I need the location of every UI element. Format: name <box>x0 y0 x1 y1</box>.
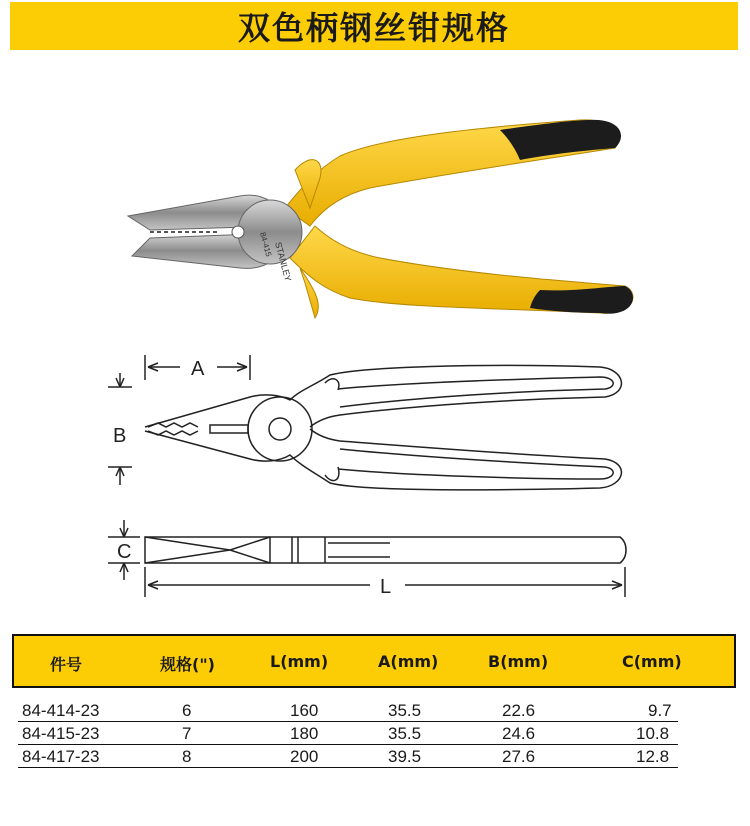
cell-l: 200 <box>290 747 319 766</box>
dim-b-label: B <box>113 425 127 447</box>
cell-size: 7 <box>182 724 192 743</box>
page-title: 双色柄钢丝钳规格 <box>237 9 510 47</box>
cell-b: 24.6 <box>502 724 536 743</box>
technical-drawing <box>100 345 650 605</box>
cell-size: 6 <box>182 701 192 720</box>
header-part-number: 件号 <box>50 655 83 674</box>
spec-table-header <box>12 634 736 688</box>
table-row <box>18 746 678 768</box>
header-size: 规格(") <box>160 655 215 674</box>
model-stamp: 84-415 <box>258 231 274 258</box>
cell-l: 180 <box>290 724 319 743</box>
cell-b: 27.6 <box>502 747 536 766</box>
pliers-photo <box>120 108 640 338</box>
cell-b: 22.6 <box>502 701 536 720</box>
cell-c: 9.7 <box>648 701 672 720</box>
cell-a: 35.5 <box>388 724 422 743</box>
table-row <box>18 700 678 722</box>
cell-a: 39.5 <box>388 747 422 766</box>
drawing-pivot <box>248 397 312 461</box>
dim-c-label: C <box>117 541 132 563</box>
cell-c: 12.8 <box>636 747 670 766</box>
cell-part-number: 84-414-23 <box>22 701 100 720</box>
cell-l: 160 <box>290 701 319 720</box>
header-l: L(mm) <box>270 652 329 671</box>
dim-l-label: L <box>380 576 392 598</box>
drawing-upper-outline <box>145 365 621 427</box>
cell-part-number: 84-415-23 <box>22 724 100 743</box>
cell-a: 35.5 <box>388 701 422 720</box>
drawing-lower-outline <box>145 429 621 490</box>
cell-size: 8 <box>182 747 192 766</box>
brand-stamp: STANLEY <box>273 240 294 283</box>
header-a: A(mm) <box>378 652 439 671</box>
cell-c: 10.8 <box>636 724 670 743</box>
header-b: B(mm) <box>488 652 549 671</box>
cell-part-number: 84-417-23 <box>22 747 100 766</box>
table-row <box>18 723 678 745</box>
dim-a-label: A <box>191 358 205 380</box>
title-bar <box>10 2 738 50</box>
drawing-side-view <box>145 537 626 563</box>
header-c: C(mm) <box>622 652 682 671</box>
